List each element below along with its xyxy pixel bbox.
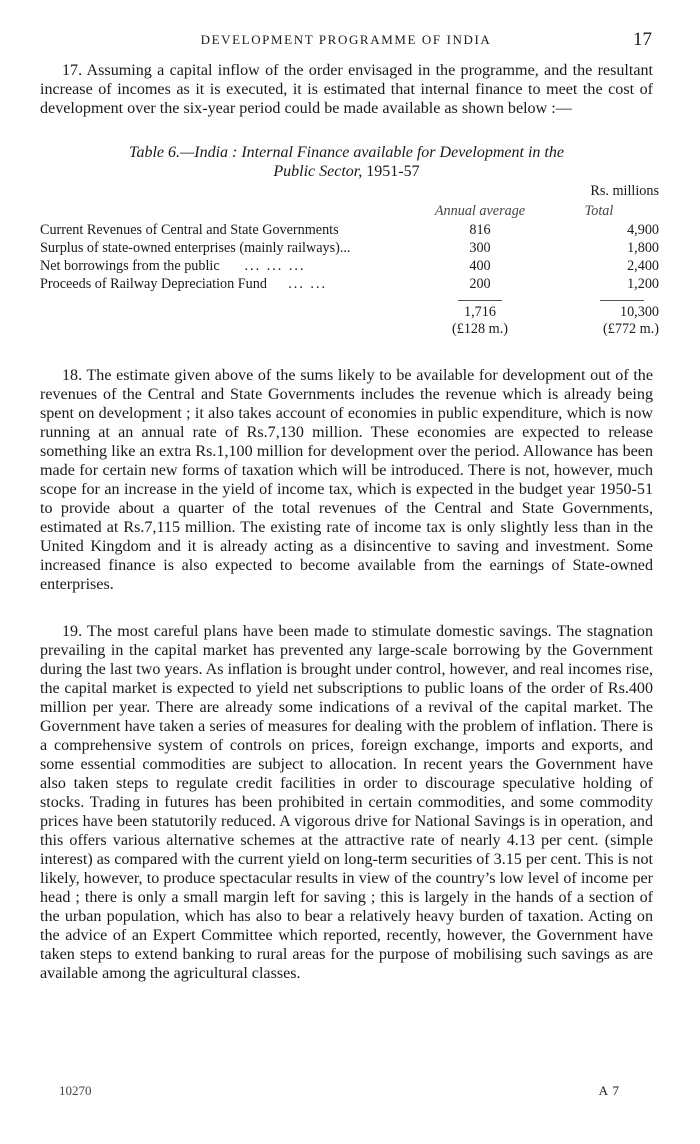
sterling-annual: (£128 m.) [452,321,508,337]
paragraph-18: 18. The estimate given above of the sums likely to be available for development out of the revenues of the Central and State Governments includes the revenue which is already being spent on development ; it also takes account of economies in public expenditure, which is now running at an annual rate of Rs.7,130 million. These economies are expected to release something like an extra Rs.1,100 million for development over the period. Allowance has been made for certain new forms of taxation which will be introduced. There is not, however, much scope for an increase in the yield of income tax, which is expected in the budget year 1950-51 to provide about a quarter of the total revenues of the Central and State Governments, estimated at Rs.7,115 million. The existing rate of income tax is only slightly less than in the United Kingdom and it is already acting as a disincentive to saving and investment. Some increased finance is also expected to become available from the earnings of State-owned enterprises. [40,367,653,593]
page-footer [40,1083,660,1103]
table-row-total: 1,800 [627,240,659,256]
running-title: DEVELOPMENT PROGRAMME OF INDIA [200,32,492,47]
page-number: 17 [633,29,652,50]
column-header-annual: Annual average [434,203,526,219]
dot-leader: ... ... [288,276,328,292]
paragraph-17: 17. Assuming a capital inflow of the order envisaged in the programme, and the resultant increase of incomes as it is executed, it is estimated that internal finance to meet the cost of development over the six-year period could be made available as shown below :— [40,62,653,117]
table-row-total: 1,200 [627,276,659,292]
table-caption-line-1: Table 6.—India : Internal Finance available for Development in the [129,144,564,161]
table-caption-line-2 [40,162,653,181]
signature-mark: A 7 [598,1083,620,1098]
table-row-label: Current Revenues of Central and State Governments [40,222,339,238]
table-row-annual: 200 [469,276,491,292]
table-row-label: Proceeds of Railway Depreciation Fund ... ... [40,276,328,292]
finance-table [40,183,660,343]
table-units: Rs. millions [590,183,659,199]
print-code: 10270 [59,1083,92,1098]
sum-total: 10,300 [619,304,659,320]
table-row-label: Net borrowings from the public ... ... ... [40,258,306,274]
sum-annual: 1,716 [464,304,496,320]
table-row-annual: 816 [469,222,491,238]
sterling-total: (£772 m.) [603,321,659,337]
table-caption-years: 1951-57 [366,163,420,180]
paragraph-19: 19. The most careful plans have been made to stimulate domestic savings. The stagnation prevailing in the capital market has prevented any large-scale borrowing by the Government during the last two years. As inflation is brought under control, however, and real incomes rise, the capital market is expected to yield net subscriptions to public loans of the order of Rs.400 million per year. There are already some indications of a revival of the capital market. The Government have taken a series of measures for dealing with the problem of inflation. There is a comprehensive system of controls on prices, foreign exchange, imports and exports, and some essential commodities are subject to allocation. In recent years the Government have also taken steps to regulate credit facilities in order to discourage speculative holding of stocks. Trading in futures has been prohibited in certain commodities, and some commodity prices have been statutorily reduced. A vigorous drive for National Savings is in operation, and this offers various alternative schemes at the attractive rate of nearly 4.13 per cent. (simple interest) as compared with the current yield on long-term securities of 3.15 per cent. This is not likely, however, to produce spectacular results in view of the country’s low level of income per head ; there is only a small margin left for saving ; this is largely in the hands of a section of the urban population, which has also to bear a relatively heavy burden of taxation. Acting on the advice of an Expert Committee which reported, recently, however, the Government have taken steps to extend banking to rural areas for the purpose of mobilising such savings as are available among the agricultural classes. [40,623,653,982]
table-row-annual: 400 [469,258,491,274]
running-head [40,29,652,52]
column-header-total: Total [584,203,614,219]
table-row-annual: 300 [469,240,491,256]
table-row-total: 4,900 [627,222,659,238]
table-row-total: 2,400 [627,258,659,274]
dot-leader: ... ... ... [244,258,306,274]
table-row-label: Surplus of state-owned enterprises (mainly railways)... [40,240,351,256]
table-caption-sector: Public Sector, [273,163,363,180]
sum-rule-total [600,300,644,301]
sum-rule-annual [458,300,502,301]
table-caption [40,143,653,181]
